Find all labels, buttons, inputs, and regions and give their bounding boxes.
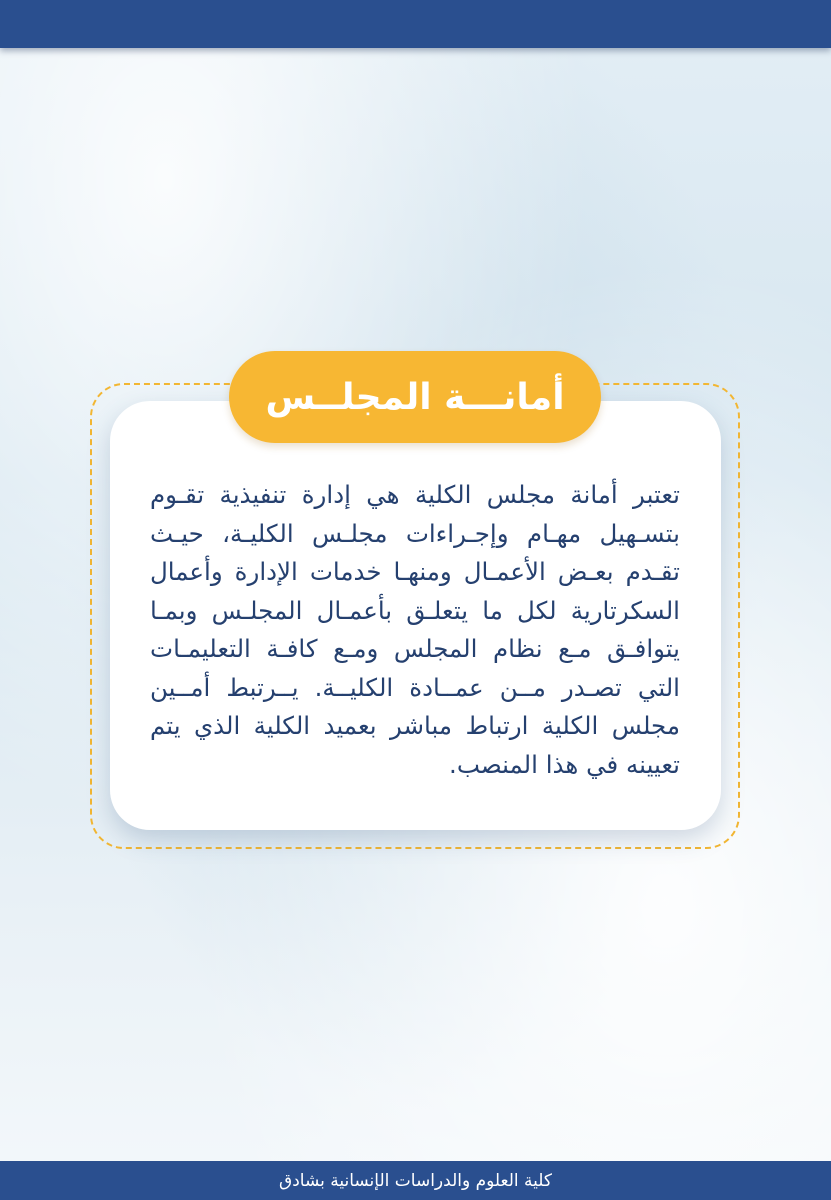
footer-text: كلية العلوم والدراسات الإنسانية بشادق	[279, 1170, 552, 1191]
footer-bar	[0, 1161, 831, 1200]
section-body: تعتبر أمانة مجلس الكلية هي إدارة تنفيذية تقـوم بتسـهيل مهـام وإجـراءات مجلـس الكليـة، حيـث تقـدم بعـض الأعمـال ومنهـا خدمات الإدارة وأعمال السكرتارية لكل ما يتعلـق بأعمـال المجلـس وبمـا يتوافـق مـع نظام المجلس ومـع كافـة التعليمـات التي تصـدر مــن عمــادة الكليــة. يــرتبط أمــين مجلس الكلية ارتباط مباشر بعميد الكلية الذي يتم تعيينه في هذا المنصب.	[150, 480, 680, 779]
section-title: أمانـــة المجلــس	[265, 376, 565, 418]
top-bar	[0, 0, 831, 48]
section-title-badge	[229, 351, 601, 443]
